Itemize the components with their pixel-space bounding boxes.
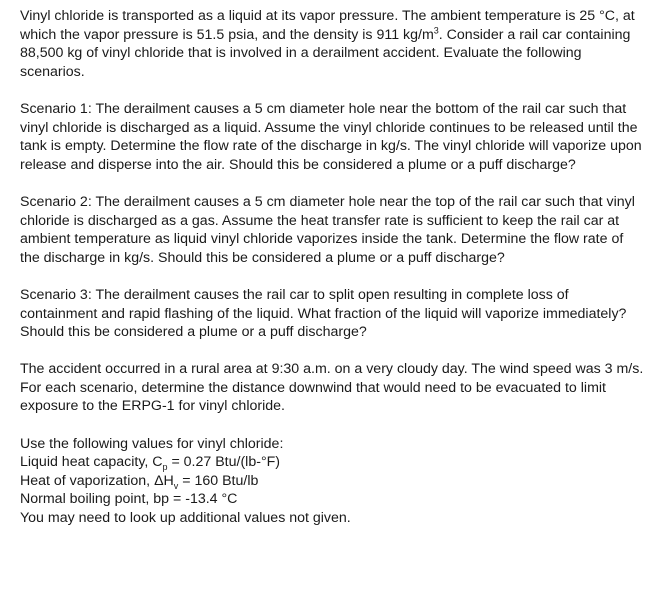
heat-capacity-subscript: p (162, 462, 168, 473)
heat-vaporization-line (20, 472, 644, 491)
heat-capacity-value: = 0.27 Btu/(lb-°F) (167, 454, 281, 471)
heat-capacity-label: Liquid heat capacity, C (20, 454, 163, 471)
intro-text-1: Vinyl chloride is transported as a liquid at its vapor pressure. The ambient temperature is 25 °C, at which the vapor pressure is 51.5 psia, and the density is 911 kg/m (20, 8, 635, 43)
scenario-1-paragraph: Scenario 1: The derailment causes a 5 cm diameter hole near the bottom of the rail car such that vinyl chloride is discharged as a liquid. Assume the vinyl chloride continues to be released until the tank is empty. Determine the flow rate of the discharge in kg/s. The vinyl chloride will vaporize upon release and disperse into the air. Should this be considered a plume or a puff discharge? (20, 100, 642, 173)
intro-text-2: . Consider a rail car containing 88,500 kg of vinyl chloride that is involved in a derailment accident. Evaluate the following scenarios. (20, 26, 631, 80)
problem-document (20, 7, 644, 528)
scenario-3-paragraph: Scenario 3: The derailment causes the rail car to split open resulting in complete loss of containment and rapid flashing of the liquid. What fraction of the liquid will vaporize immediately? Should this be considered a plume or a puff discharge? (20, 286, 627, 341)
boiling-point-line: Normal boiling point, bp = -13.4 °C (20, 491, 238, 508)
heat-vaporization-value: = 160 Btu/lb (178, 472, 259, 489)
accident-paragraph: The accident occurred in a rural area at 9:30 a.m. on a very cloudy day. The wind speed was 3 m/s. For each scenario, determine the distance downwind that would need to be evacuated to limit exposure to the ERPG-1 for vinyl chloride. (20, 361, 644, 415)
lookup-note: You may need to look up additional values not given. (20, 510, 351, 527)
values-heading: Use the following values for vinyl chloride: (20, 435, 284, 452)
heat-capacity-line (20, 453, 644, 472)
scenario-2-paragraph: Scenario 2: The derailment causes a 5 cm diameter hole near the top of the rail car such that vinyl chloride is discharged as a gas. Assume the heat transfer rate is sufficient to keep the rail car at ambient temperature as liquid vinyl chloride vaporizes inside the tank. Determine the flow rate of the discharge in kg/s. Should this be considered a plume or a puff discharge? (20, 193, 635, 266)
heat-vaporization-label: Heat of vaporization, ΔH (20, 472, 174, 489)
values-list (20, 435, 644, 528)
heat-vaporization-subscript: v (173, 480, 179, 491)
intro-superscript: 3 (433, 24, 439, 35)
intro-paragraph (20, 7, 644, 81)
